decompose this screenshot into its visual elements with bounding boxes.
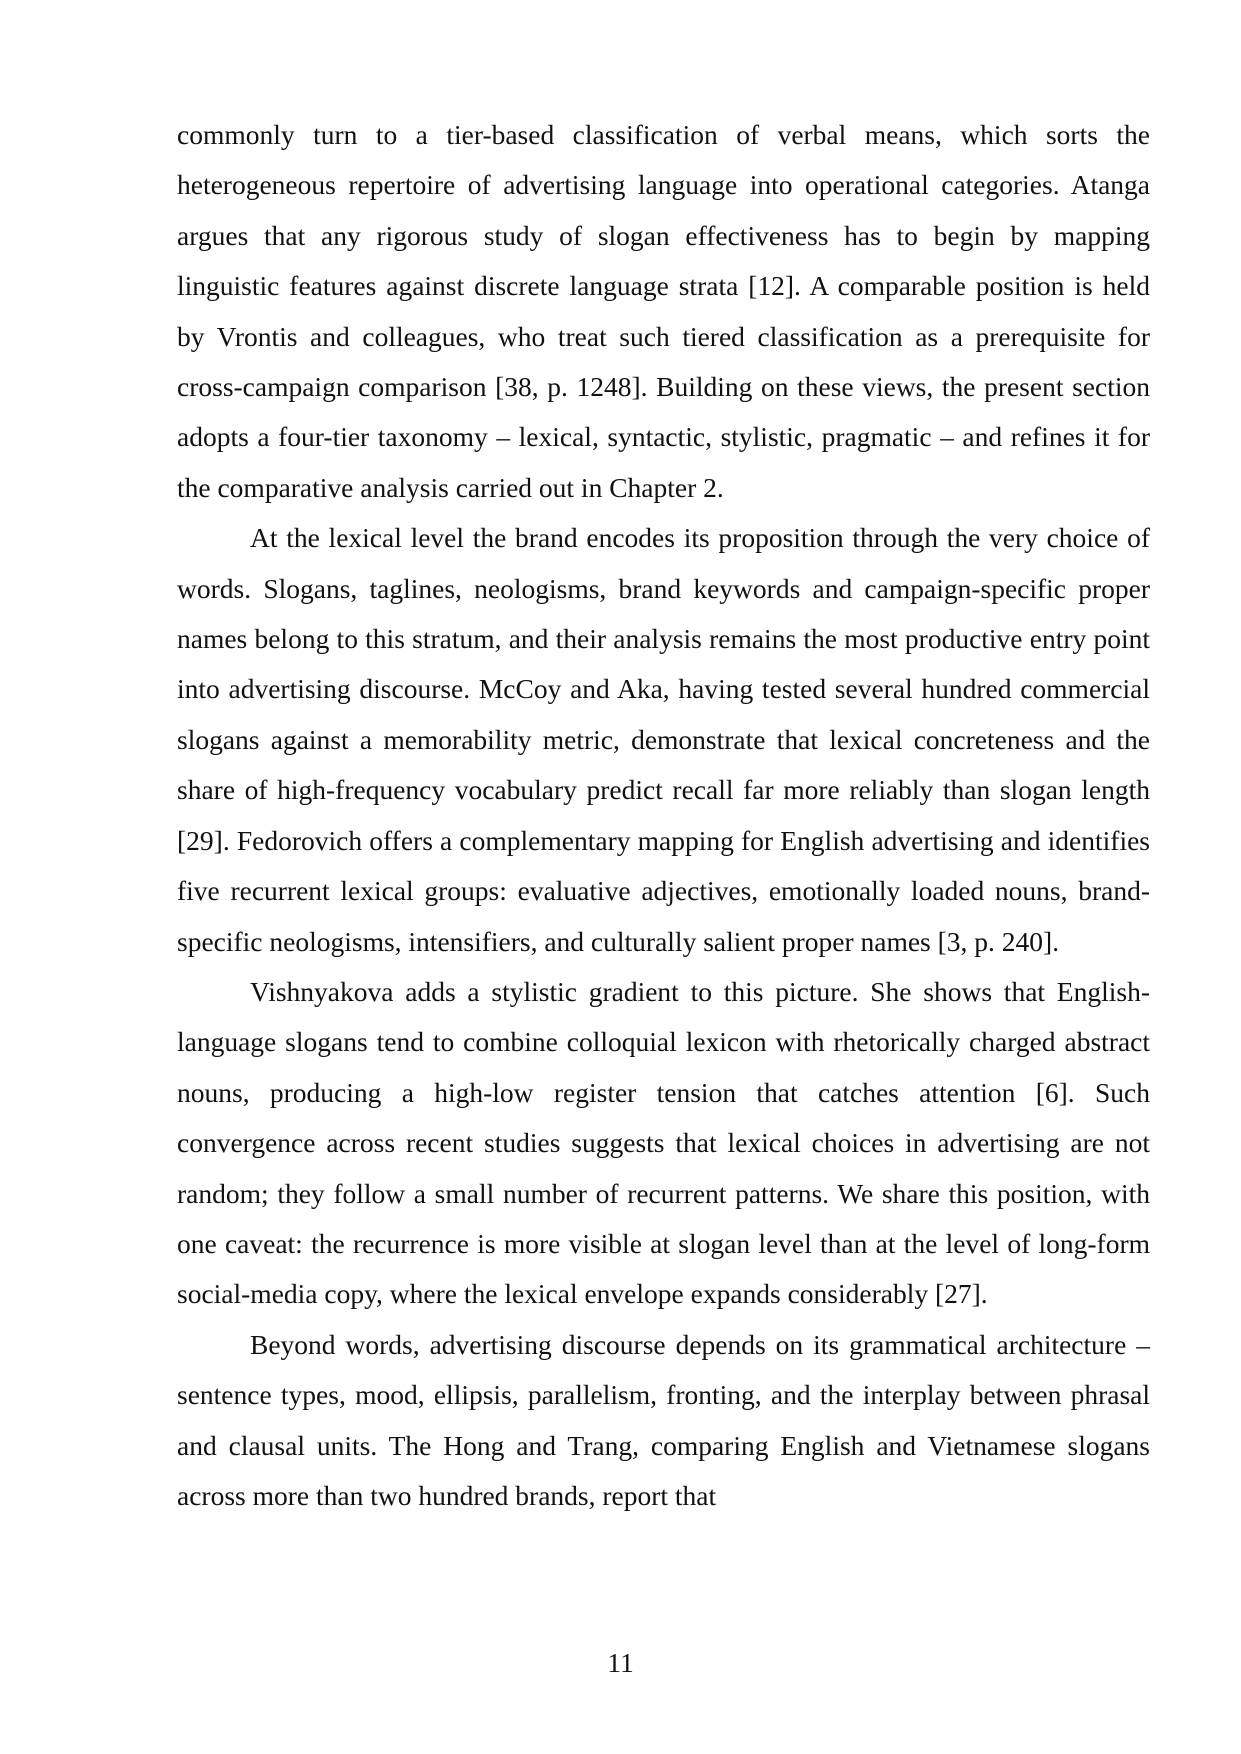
paragraph-3: Vishnyakova adds a stylistic gradient to this picture. She shows that English-language slogans tend to combine colloquial lexicon with rhetorically charged abstract nouns, producing a high-low register tension that catches attention [6]. Such convergence across recent studies suggests that lexical choices in advertising are not random; they follow a small number of recurrent patterns. We share this position, with one caveat: the recurrence is more visible at slogan level than at the level of long-form social-media copy, where the lexical envelope expands considerably [27]. bbox=[177, 975, 1150, 1310]
paragraph-2: At the lexical level the brand encodes its proposition through the very choice of words. Slogans, taglines, neologisms, brand keywords and campaign-specific proper names belong to this stratum, and their analysis remains the most productive entry point into advertising discourse. McCoy and Aka, having tested several hundred commercial slogans against a memorability metric, demonstrate that lexical concreteness and the share of high-frequency vocabulary predict recall far more reliably than slogan length [29]. Fedorovich offers a complementary mapping for English advertising and identifies five recurrent lexical groups: evaluative adjectives, emotionally loaded nouns, brand-specific neologisms, intensifiers, and culturally salient proper names [3, p. 240]. bbox=[177, 522, 1150, 957]
page-body bbox=[177, 110, 1150, 1521]
page-number: 11 bbox=[607, 1647, 634, 1678]
paragraph-1: commonly turn to a tier-based classification of verbal means, which sorts the heterogeneous repertoire of advertising language into operational categories. Atanga argues that any rigorous study of slogan effectiveness has to begin by mapping linguistic features against discrete language strata [12]. A comparable position is held by Vrontis and colleagues, who treat such tiered classification as a prerequisite for cross-campaign comparison [38, p. 1248]. Building on these views, the present section adopts a four-tier taxonomy – lexical, syntactic, stylistic, pragmatic – and refines it for the comparative analysis carried out in Chapter 2. bbox=[177, 119, 1150, 503]
paragraph-4: Beyond words, advertising discourse depends on its grammatical architecture – sentence types, mood, ellipsis, parallelism, fronting, and the interplay between phrasal and clausal units. The Hong and Trang, comparing English and Vietnamese slogans across more than two hundred brands, report that bbox=[177, 1328, 1150, 1511]
